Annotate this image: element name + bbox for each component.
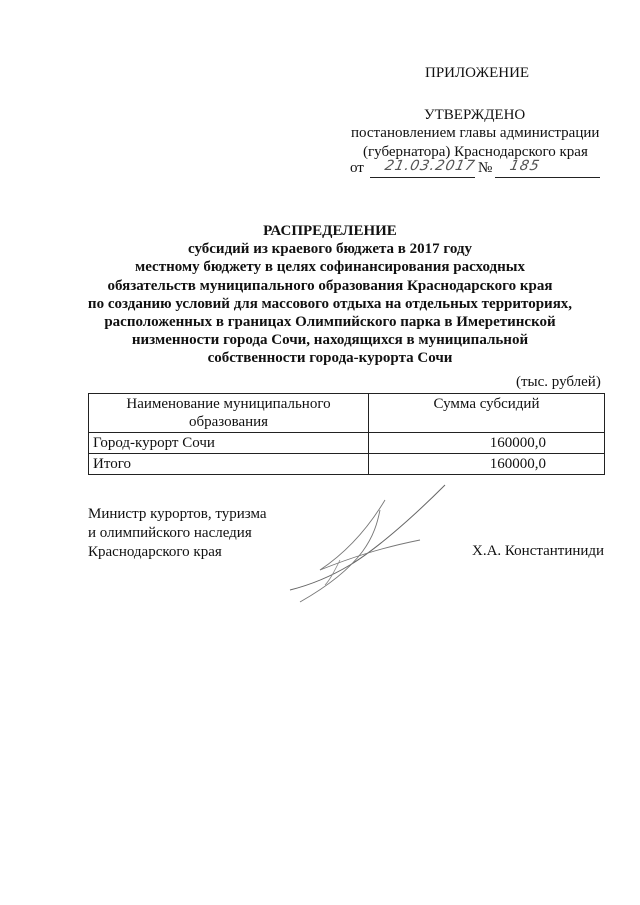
table-unit-label: (тыс. рублей) (516, 374, 601, 390)
position-line-3: Краснодарского края (88, 544, 222, 560)
cell-total-label: Итого (89, 454, 369, 475)
signature-stroke (320, 540, 420, 570)
order-date: 21.03.2017 (383, 158, 477, 174)
appendix-label: ПРИЛОЖЕНИЕ (425, 65, 530, 81)
title-line: местному бюджету в целях софинансирования расходных (134, 259, 525, 276)
position-line-2: и олимпийского наследия (88, 525, 252, 541)
title-line: расположенных в границах Олимпийского парка в Имеретинской (104, 314, 556, 331)
table-header-row (89, 394, 605, 433)
subsidy-table (88, 393, 605, 475)
table-row-total (89, 454, 605, 475)
signatory-name: Х.А. Константиниди (472, 543, 605, 559)
signatory-position (88, 505, 267, 562)
signature-stroke (290, 485, 445, 590)
cell-municipality: Город-курорт Сочи (89, 433, 369, 454)
cell-total-amount: 160000,0 (369, 454, 605, 475)
order-reference (350, 160, 600, 182)
signature-stroke (300, 510, 380, 602)
title-line: по созданию условий для массового отдыха на отдельных территориях, (87, 295, 573, 312)
document-title (80, 222, 580, 368)
order-number-label: № (478, 160, 493, 176)
table-row (89, 433, 605, 454)
handwritten-signature (280, 480, 460, 610)
title-line: собственности города-курорта Сочи (207, 350, 453, 367)
order-date-underline (370, 177, 475, 178)
approved-by-line-2: (губернатора) Краснодарского края (363, 144, 588, 160)
order-from-label: от (350, 160, 364, 176)
position-line-1: Министр курортов, туризма (88, 506, 267, 522)
cell-amount: 160000,0 (369, 433, 605, 454)
signature-stroke (320, 500, 385, 570)
column-header-municipality: Наименование муниципального образования (89, 394, 369, 433)
approved-by-line-1: постановлением главы администрации (351, 125, 600, 141)
title-heading: РАСПРЕДЕЛЕНИЕ (263, 223, 397, 239)
title-line: низменности города Сочи, находящихся в муниципальной (131, 332, 529, 349)
order-number-underline (495, 177, 600, 178)
approved-label: УТВЕРЖДЕНО (424, 107, 526, 123)
title-line: субсидий из краевого бюджета в 2017 году (188, 241, 472, 258)
order-number: 185 (508, 158, 542, 174)
column-header-amount: Сумма субсидий (369, 394, 605, 433)
title-line: обязательств муниципального образования Краснодарского края (107, 277, 553, 294)
